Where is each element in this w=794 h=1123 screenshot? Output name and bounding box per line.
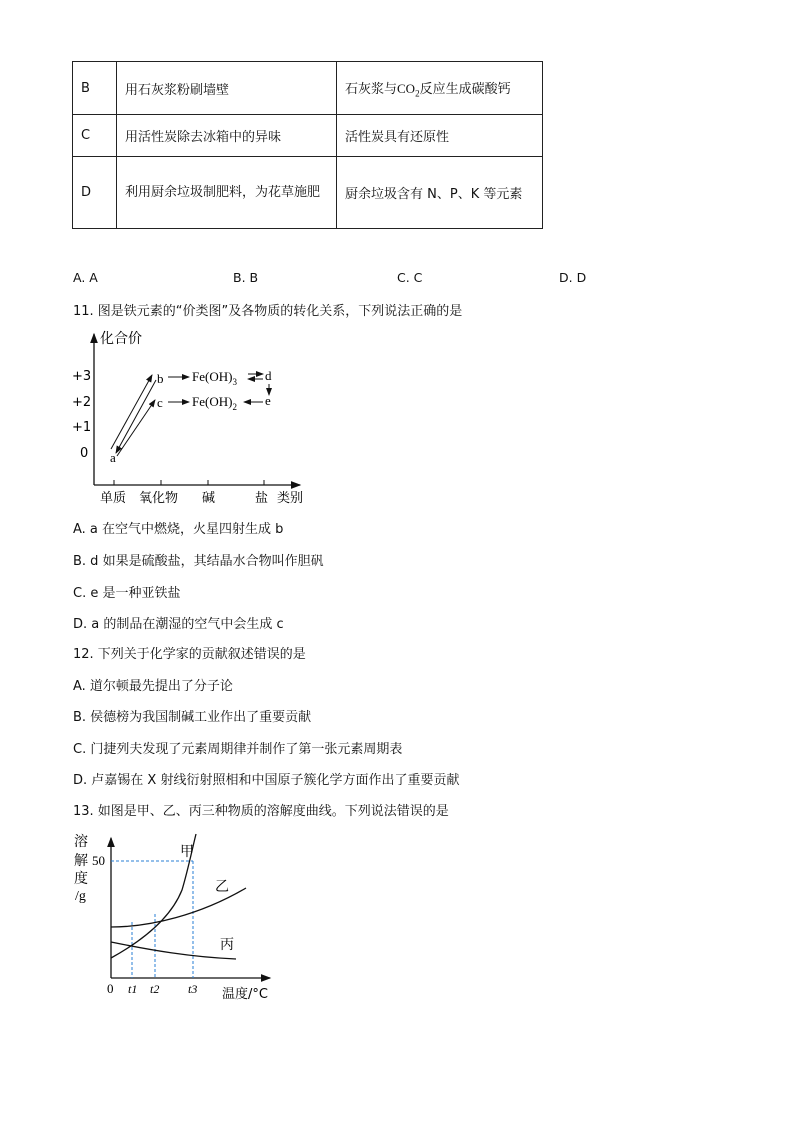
- arrow-a-to-b: [111, 375, 152, 449]
- q11-option-b: B. d 如果是硫酸盐，其结晶水合物叫作胆矾: [73, 554, 324, 569]
- q11-stem: 11. 图是铁元素的“价类图”及各物质的转化关系，下列说法正确的是: [73, 304, 463, 319]
- x-tick: 碱: [202, 491, 216, 506]
- y-axis-title-3: 度: [74, 871, 88, 887]
- q12-option-a: A. 道尔顿最先提出了分子论: [73, 679, 233, 694]
- q13-stem: 13. 如图是甲、乙、丙三种物质的溶解度曲线。下列说法错误的是: [73, 804, 449, 819]
- origin-label: 0: [107, 981, 114, 996]
- x-tick-t1: t1: [128, 982, 138, 996]
- curve-bing: [111, 942, 236, 959]
- x-tick-t2: t2: [150, 982, 160, 996]
- q12-option-b: B. 侯德榜为我国制碱工业作出了重要贡献: [73, 710, 312, 725]
- x-tick-t3: t3: [188, 982, 198, 996]
- q11-option-d: D. a 的制品在潮湿的空气中会生成 c: [73, 617, 284, 632]
- question-table: [72, 61, 543, 229]
- y-axis-title: 化合价: [100, 331, 142, 347]
- curve-label-bing: 丙: [220, 937, 234, 953]
- table-row: [73, 157, 543, 229]
- q10-option-d: D. D: [559, 270, 587, 285]
- node-a: a: [110, 450, 116, 465]
- y-tick: +1: [72, 420, 92, 435]
- explain-cell: 活性炭具有还原性: [337, 115, 543, 157]
- x-axis-title: 温度/°C: [222, 987, 268, 1002]
- q12-option-d: D. 卢嘉锡在 X 射线衍射照相和中国原子簇化学方面作出了重要贡献: [73, 773, 460, 788]
- y-tick: +2: [72, 395, 92, 410]
- solubility-chart: [70, 830, 290, 1010]
- node-e: e: [265, 393, 271, 408]
- row-label: D: [73, 157, 117, 229]
- practice-cell: 用活性炭除去冰箱中的异味: [117, 115, 337, 157]
- y-tick-50: 50: [92, 853, 105, 868]
- explain-cell: 厨余垃圾含有 N、P、K 等元素: [337, 157, 543, 229]
- q11-option-a: A. a 在空气中燃烧，火星四射生成 b: [73, 522, 284, 537]
- curve-label-yi: 乙: [215, 879, 229, 895]
- node-d: d: [265, 368, 272, 383]
- y-axis-title-4: /g: [75, 889, 86, 904]
- q12-stem: 12. 下列关于化学家的贡献叙述错误的是: [73, 647, 306, 662]
- node-fe-oh-3: $Fe(OH)_3$: [192, 369, 237, 387]
- y-axis-title-1: 溶: [74, 834, 88, 850]
- row-label: B: [73, 62, 117, 115]
- table-row: [73, 115, 543, 157]
- explain-cell: 石灰浆与$CO_2$反应生成碳酸钙: [337, 62, 543, 115]
- q10-option-a: A. A: [73, 270, 98, 285]
- y-axis-title-2: 解: [74, 853, 88, 869]
- q12-option-c: C. 门捷列夫发现了元素周期律并制作了第一张元素周期表: [73, 742, 403, 757]
- row-label: C: [73, 115, 117, 157]
- q10-option-b: B. B: [233, 270, 259, 285]
- table-row: [73, 62, 543, 115]
- q10-option-c: C. C: [397, 270, 423, 285]
- x-tick: 单质: [100, 491, 127, 506]
- practice-cell: 利用厨余垃圾制肥料，为花草施肥: [117, 157, 337, 229]
- node-b: b: [157, 371, 164, 386]
- y-tick: 0: [80, 446, 89, 461]
- x-axis-title: 类别: [277, 491, 304, 506]
- curve-label-jia: 甲: [180, 844, 194, 860]
- x-tick: 盐: [255, 491, 269, 506]
- q11-option-c: C. e 是一种亚铁盐: [73, 586, 181, 601]
- iron-valence-diagram: [72, 322, 318, 510]
- practice-cell: 用石灰浆粉刷墙壁: [117, 62, 337, 115]
- y-tick: +3: [72, 369, 92, 384]
- x-tick: 氧化物: [139, 491, 179, 506]
- arrow-b-to-a: [116, 380, 156, 453]
- node-c: c: [157, 395, 163, 410]
- node-fe-oh-2: $Fe(OH)_2$: [192, 394, 237, 412]
